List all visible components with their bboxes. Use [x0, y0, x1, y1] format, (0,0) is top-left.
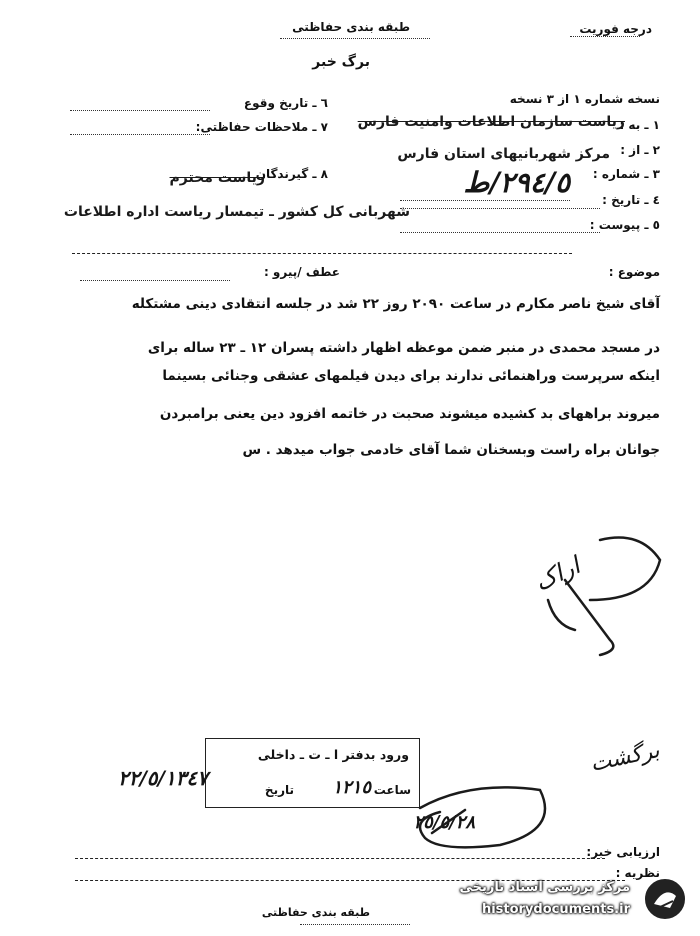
watermark-en: historydocuments.ir: [481, 902, 630, 917]
copy-number: نسخه شماره ١ از ٣ نسخه: [509, 92, 660, 106]
classification-top: طبقه بندی حفاظتی: [292, 20, 410, 34]
stamp-time-label: ساعت: [373, 783, 411, 797]
stamp-date-value: ٢٢/٥/١٣٤٧: [118, 766, 208, 790]
classification-bottom-line: [300, 924, 410, 925]
evaluation-line: [75, 858, 605, 859]
watermark-fa: مرکز بررسی اسناد تاریخی: [459, 880, 630, 895]
body-line-2: در مسجد محمدی در منبر ضمن موعظه اظهار داشته پسران ١٢ ـ ٢٣ ساله برای: [147, 340, 660, 356]
body-line-5: جوانان براه راست وبسخنان شما آقای خادمی جواب میدهد . س: [242, 442, 660, 458]
body-line-3: اینکه سرپرست وراهنمائی ندارند برای دیدن فیلمهای عشقی وجنائی بسینما: [162, 368, 660, 384]
receipt-stamp: [205, 738, 420, 808]
priority-label: درجه فوریت: [579, 22, 652, 36]
reference-label: عطف /پیرو :: [263, 265, 340, 279]
field-7-label: ٧ ـ ملاحظات حفاظتی:: [195, 120, 328, 134]
field-8-value-1: ریاست محترم: [169, 170, 265, 186]
field-4-label: ٤ ـ تاریخ :: [602, 193, 660, 207]
classification-bottom: طبقه بندی حفاظتی: [261, 906, 370, 919]
evaluation-label: ارزیابی خبر:: [586, 845, 660, 859]
field-1-label: ١ ـ به :: [619, 118, 660, 132]
field-2-label: ٢ ـ از :: [620, 143, 660, 157]
handwritten-note-left: برگشت: [588, 737, 662, 778]
field-3-value: ٢٩٤/٥/ط: [463, 166, 570, 199]
watermark: [422, 874, 692, 926]
field-1-value: ریاست سازمان اطلاعات وامنیت فارس: [357, 114, 625, 130]
subject-label: موضوع :: [608, 265, 660, 279]
field-3-label: ٣ ـ شماره :: [592, 167, 660, 181]
field-2-value: مرکز شهربانیهای استان فارس: [397, 146, 610, 162]
body-line-4: میروند براههای بد کشیده میشوند صحبت در خاتمه افزود دین یعنی برامبردن: [159, 406, 660, 422]
stamp-date-label: تاریخ: [264, 783, 294, 797]
form-title: برگ خبر: [312, 54, 370, 70]
field-8-label: ٨ ـ گیرندگان: [255, 167, 328, 181]
body-line-1: آقای شیخ ناصر مکارم در ساعت ٢٠٩٠ روز ٢٢ شد در جلسه انتقادی دینی مشتکله: [131, 296, 660, 312]
field-6-label: ٦ ـ تاریخ وقوع: [243, 96, 328, 110]
stamp-title: ورود بدفتر ا ـ ت ـ داخلی: [257, 747, 409, 762]
stamp-time-value: ١٢١٥: [332, 777, 371, 798]
field-8-value-2: شهربانی کل کشور ـ تیمسار ریاست اداره اطلاعات: [63, 204, 410, 220]
watermark-logo-icon: [640, 874, 690, 924]
handwritten-date: ٢٥/٥/٢٨: [413, 812, 475, 833]
opinion-label: نظریه :: [615, 866, 660, 880]
field-5-label: ٥ ـ پیوست :: [589, 218, 660, 232]
handwritten-note-right: اراک: [529, 551, 584, 597]
